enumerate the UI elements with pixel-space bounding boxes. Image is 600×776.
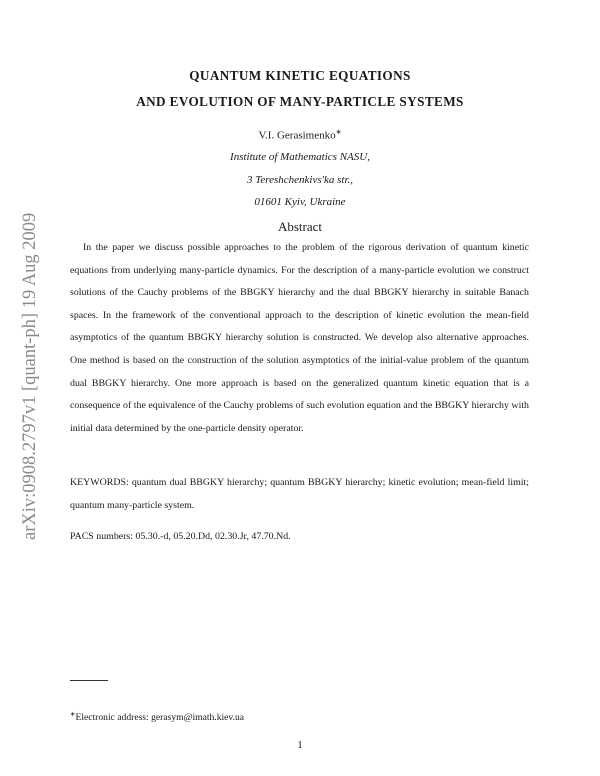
footnote-divider [70,680,108,681]
affiliation-line-3: 01601 Kyiv, Ukraine [254,196,346,208]
abstract-heading: Abstract [277,219,323,234]
affiliation-line-2: 3 Tereshchenkivs'ka str., [246,174,354,186]
paper-title-line-2: AND EVOLUTION OF MANY-PARTICLE SYSTEMS [136,94,464,109]
affiliation-line-1: Institute of Mathematics NASU, [230,151,370,163]
footnote [70,710,244,723]
page-number: 1 [297,739,303,751]
paper-title-line-1: QUANTUM KINETIC EQUATIONS [189,68,411,83]
footnote-text: Electronic address: gerasym@imath.kiev.ua [75,712,245,724]
author [0,128,600,142]
footnote-mark: ∗ [70,711,76,718]
keywords: KEYWORDS: quantum dual BBGKY hierarchy; quantum BBGKY hierarchy; kinetic evolution; mean-field limit; quantum many-particle system. [70,477,529,511]
author-name: V.I. Gerasimenko [258,129,336,142]
arxiv-identifier-stamp: arXiv:0908.2797v1 [quant-ph] 19 Aug 2009 [20,212,40,540]
author-footnote-mark: ∗ [335,128,342,136]
pacs-numbers: PACS numbers: 05.30.-d, 05.20.Dd, 02.30.Jr, 47.70.Nd. [70,531,291,542]
abstract-text: In the paper we discuss possible approaches to the problem of the rigorous derivation of quantum kinetic equations from underlying many-particle dynamics. For the description of a many-particle evolution we construct solutions of the Cauchy problems of the BBGKY hierarchy and the dual BBGKY hierarchy in suitable Banach spaces. In the framework of the conventional approach to the description of kinetic evolution the mean-field asymptotics of the quantum BBGKY hierarchy solution is constructed. We develop also alternative approaches. One method is based on the construction of the solution asymptotics of the initial-value problem of the quantum dual BBGKY hierarchy. One more approach is based on the generalized quantum kinetic equation that is a consequence of the equivalence of the Cauchy problems of such evolution equation and the BBGKY hierarchy with initial data determined by the one-particle density operator. [70,242,529,434]
